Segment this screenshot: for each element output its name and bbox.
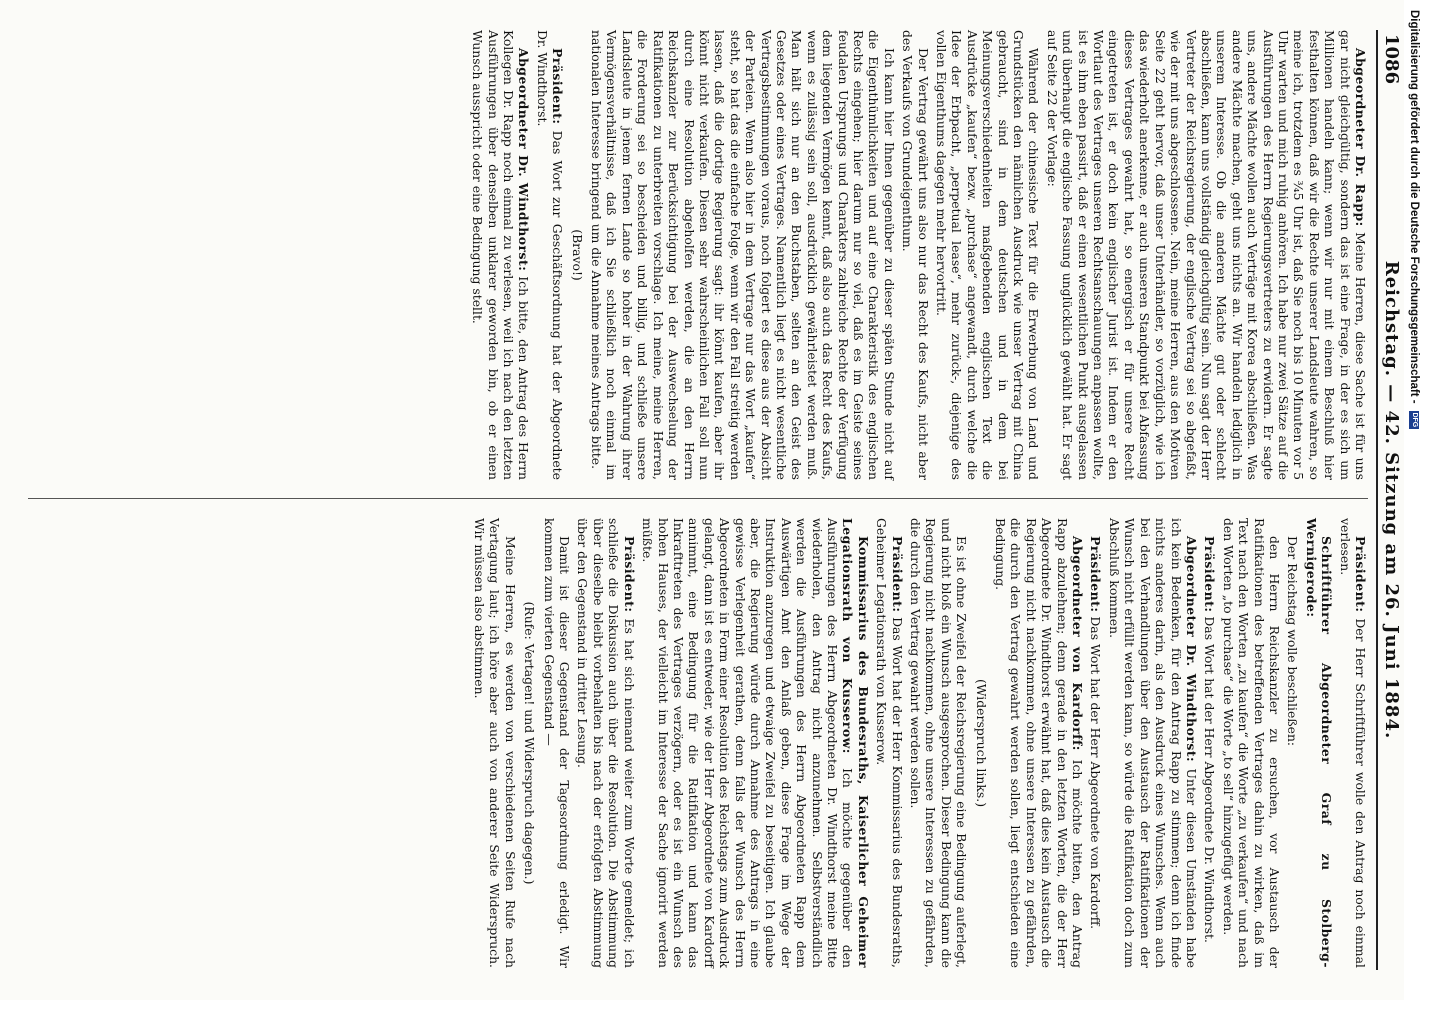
paragraph [973,518,988,968]
speaker-name: Präsident: [1353,536,1368,613]
speaker-name: Abgeordneter Dr. Windthorst: [1183,536,1199,763]
paragraph [993,518,1085,968]
paragraph-text: Ich bitte, den Antrag des Herrn Kollegen Dr. Rapp noch einmal zu verlesen, weil ich nach den letzten Ausführungen über denselben unklarer geworden bin, ob er einen Wunsch ausspricht oder eine Bedingung stellt. [470,30,532,480]
speaker-name: Präsident: [550,48,566,125]
paragraph [541,518,572,968]
digitization-footer [1400,0,1428,1010]
speaker-name: Abgeordneter Dr. Rapp: [1353,48,1368,227]
page-running-title: Reichstag. — 42. Sitzung am 26. Juni 1884. [1381,260,1402,740]
page-content [24,30,1404,970]
page-number: 1086 [1381,34,1402,85]
paragraph [534,30,565,480]
paragraph [1337,518,1368,968]
paragraph-text: Meine Herren, es werden von verschiedenen Seiten Rufe nach Vertagung laut; ich höre aber auch von anderer Seite Widerspruch. Wir müssen also abstimmen. [472,518,518,968]
paragraph-text: Ich kann hier Ihnen gegenüber zu dieser späten Stunde nicht auf die Eigenthümlichkeiten und auf eine Charakteristik des englischen Rechts eingehen; hier darum nur so viel, daß es im Geiste seines feudalen Ursprungs und Charakters zahlreiche Rechte der Verfügung dem liegenden Vermögen kennt, daß also auch das Recht des Kaufs, wenn es zulässig sein soll, ausdrücklich gewährleistet werden muß. Man hält sich nur an den Buchstaben, selten an den Geist des Gesetzes oder eines Vertrages. Namentlich liegt es nicht wesentliche Vertragsbestimmungen voraus, noch folgert es diese aus der Absicht der Parteien. Wenn also hier in dem Vertrage nur das Wort „kaufen“ steht, so hat das die einfache Folge, wenn wir den Fall streitig werden lassen, daß die dortige Regierung sagt: ihr könnt kaufen, aber ihr könnt nicht verkaufen. Diesen sehr wahrscheinlichen Fall soll nun durch eine Resolution abgeholfen werden, die an den Herrn Reichskanzler zur Berücksichtigung bei der Auswechselung der Ratifikationen zu unterbreiten vorschlage. Ich meine, meine Herren, die Forderung sei so bescheiden und billig, und schließe unsere Landsleute in jenem fernen Lande so hoher in der Wahrung ihrer Vermögensverhältnisse, daß ich Sie schließlich noch einmal im nationalen Interesse bringend um die Annahme meines Antrags bitte. [589,30,897,480]
paragraph-text: Das Wort hat der Herr Kommissarius des Bundesraths, Geheimer Legationsrath von Kusserow. [874,518,905,968]
paragraph [589,30,897,480]
paragraph [900,30,931,480]
paragraph-text: Es hat sich niemand weiter zum Worte gemeldet; ich schließe die Diskussion auch über die Resolution. Die Abstimmung über dieselbe bleibt vorbehalten bis nach der erfolgten Abstimmung über den Gegenstand in dritter Lesung. [575,518,637,968]
paragraph-text: Meine Herren, diese Sache ist für uns gar nicht gleichgültig, sondern das ist eine Frage, in der es sich um Millionen handeln kann; wenn wir nur mit einem Beschluß hier festhalten können, daß wir die Rechte unserer Landsleute wahren, so meine ich, trotzdem es ¾5 Uhr ist, daß Sie noch bis 10 Minuten vor 5 Uhr warten und mich ruhig anhören. Ich habe nur zwei Sätze auf die Ausführungen des Herrn Regierungsvertreters zu erwidern. Er sagte uns, andere Mächte wollen auch Verträge mit Korea abschließen. Was andere Mächte machen, geht uns nichts an. Wir handeln lediglich in unserem Interesse. Ob die anderen Mächte gut oder schlecht abschließen, kann uns vollständig gleichgültig sein. Nun sagt der Herr Vertreter der Reichsregierung, der englische Vertrag sei so abgefaßt, wie der mit uns abgeschlossene. Nein, meine Herren, aus den Motiven Seite 22 geht hervor, daß unser Unterhändler, so vorzüglich, wie ich das wiederholt anerkenne, er auch unseren Standpunkt bei Abfassung dieses Vertrages gewahrt hat, so energisch er für unsere Recht eingetreten ist, er doch kein englischer Jurist ist. Indem er den Wortlaut des Vertrages unseren Rechtsanschauungen anpassen wollte, ist es ihm eben passirt, daß er einen wesentlichen Punkt ausgelassen und überhaupt die englische Fassung unglücklich gewählt hat. Er sagt auf Seite 22 der Vorlage: [1044,30,1368,480]
paragraph [1088,518,1103,968]
paragraph [522,518,537,968]
paragraph-text: Ich möchte bitten, den Antrag Rapp abzulehnen; denn gerade in den letzten Worten, die der Herr Abgeordnete Dr. Windthorst erwähnt hat, daß dies kein Austausch die Regierung nicht nachkommen, ohne unsere Interessen zu gefährden, die durch den Vertrag gewahrt werden sollen, liegt entschieden eine Bedingung. [993,518,1086,968]
speaker-name: Präsident: [621,536,637,613]
paragraph-text: Unter diesen Umständen habe ich kein Bedenken, für den Antrag Rapp zu stimmen; denn ich finde nichts anderes darin, als den Ausdruck eines Wunsches. Wenn auch bei den Verhandlungen über den Austausch der Ratifikationen der Wunsch nicht erfüllt werden kann, so würde die Ratifikation doch zum Abschluß kommen. [1106,518,1199,968]
paragraph [1220,518,1282,968]
paragraph [569,30,584,480]
paragraph [1202,518,1217,968]
speaker-name: Schriftführer Abgeordneter Graf zu Stolberg-Wernigerode: [1303,518,1335,968]
paragraph-text: (Rufe: Vertagen! und Widerspruch dagegen.) [522,601,538,885]
paragraph [640,518,871,968]
left-text-column [467,30,1368,480]
speaker-name: Abgeordneter Dr. Windthorst: [516,48,532,272]
column-divider [28,498,1368,499]
paragraph-text: Während der chinesische Text für die Erwerbung von Land und Grundstücken den nämlichen Ausdruck wie unser Vertrag mit China gebraucht, sind in dem deutschen und in dem bei Meinungsverschiedenheiten maßgebenden englischen Text die Ausdrücke „kaufen“ bezw. „purchase“ angewandt, durch welche die Idee der Erbpacht, „perpetual lease“, mehr zurück-, diejenige des vollen Eigenthums dagegen mehr hervortritt. [934,30,1042,480]
paragraph-text: Das Wort hat der Herr Abgeordnete Dr. Windthorst. [1202,616,1218,943]
paragraph [1107,518,1199,968]
paragraph [874,518,905,968]
paragraph [934,30,1042,480]
paragraph-text: Damit ist dieser Gegenstand der Tagesordnung erledigt. Wir kommen zum vierten Gegenstand — [541,518,573,968]
paragraph [1303,518,1334,968]
paragraph-text: Der Reichstag wolle beschließen: [1285,536,1301,747]
speaker-name: Präsident: [1202,536,1218,613]
dfg-logo: DFG [1411,412,1419,428]
paragraph-text: (Bravo!) [569,229,585,281]
footer-text: Digitalisierung gefördert durch die Deutsche Forschungsgemeinschaft - [1408,10,1420,404]
speaker-name: Abgeordneter von Kardorff: [1070,536,1086,751]
speaker-name: Präsident: [1088,536,1104,613]
paragraph [472,518,518,968]
paragraph-text: Ich möchte gegenüber den Ausführungen des Herrn Abgeordneten Dr. Windthorst meine Bitte wiederholen, den Antrag nicht anzunehmen. Selbstverständlich werden die Ausführungen des Herrn Abgeordneten Rapp dem Auswärtigen Amt den Anlaß geben, diese Frage im Wege der Instruktion anzuregen und etwaige Zweifel zu beseitigen. Ich glaube aber, die Regierung würde durch Annahme des Antrags in eine gewisse Verlegenheit gerathen, denn falls der Wunsch des Herrn Abgeordneten in Form einer Resolution des Reichstags zum Ausdruck gelangt, dann ist es entweder, wie der Herr Abgeordnete von Kardorff annimmt, eine Bedingung für die Ratifikation und kann das Inkrafttreten des Vertrages verzögern, oder es ist ein Wunsch des hohen Hauses, der vielleicht im Interesse der Sache ignorirt werden müßte. [640,518,856,968]
paragraph-text: Der Vertrag gewährt uns also nur das Recht des Kaufs, nicht aber des Verkaufs von Grundeigenthum. [900,30,931,480]
paragraph [908,518,970,968]
paragraph [575,518,637,968]
paragraph [1285,518,1300,968]
paragraph-text: Es ist ohne Zweifel der Reichsregierung eine Bedingung auferlegt, und nicht bloß ein Wunsch ausgesprochen. Dieser Bedingung kann die Regierung nicht nachkommen, ohne unsere Interessen zu gefährden, die durch den Vertrag gewahrt werden sollen. [908,518,970,968]
speaker-name: Kommissarius des Bundesraths, Kaiserlicher Geheimer Legationsrath von Kusserow: [840,518,871,968]
right-text-column [469,518,1368,968]
paragraph-text: Der Herr Schriftführer wolle den Antrag noch einmal verlesen. [1337,518,1368,968]
paragraph-text: den Herrn Reichskanzler zu ersuchen, vor Austausch der Ratifikationen des betreffenden Vertrages dahin zu wirken, daß im Text nach den Worten „zu kaufen“ die Worte „zu verkaufen“ und nach den Worten „to purchase“ die Worte „to sell“ hinzugefügt werden. [1220,518,1282,968]
paragraph-text: (Widerspruch links.) [973,678,989,808]
speaker-name: Präsident: [889,536,905,613]
paragraph-text: Das Wort hat der Herr Abgeordnete von Kardorff. [1088,616,1104,930]
paragraph [470,30,532,480]
paragraph-text: Das Wort zur Geschäftsordnung hat der Abgeordnete Dr. Windthorst. [534,30,566,480]
paragraph [1044,30,1368,480]
